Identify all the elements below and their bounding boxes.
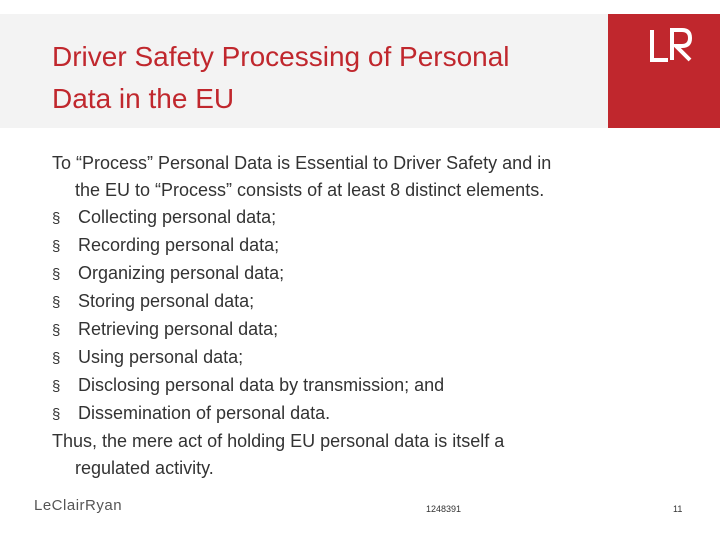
- bullet-text: Using personal data;: [78, 347, 244, 367]
- section-bullet-icon: §: [52, 266, 61, 283]
- intro-line-1: To “Process” Personal Data is Essential to Driver Safety and in: [52, 153, 552, 173]
- intro-line-2: the EU to “Process” consists of at least 8 distinct elements.: [75, 180, 545, 200]
- bullet-text: Organizing personal data;: [78, 263, 285, 283]
- document-id: 1248391: [426, 504, 462, 514]
- bullet-item: [52, 204, 662, 232]
- slide-title-line-1: Driver Safety Processing of Personal: [52, 41, 510, 72]
- bullet-text: Storing personal data;: [78, 291, 255, 311]
- section-bullet-icon: §: [52, 294, 61, 311]
- bullet-text: Retrieving personal data;: [78, 319, 279, 339]
- section-bullet-icon: §: [52, 322, 61, 339]
- section-bullet-icon: §: [52, 350, 61, 367]
- section-bullet-icon: §: [52, 378, 61, 395]
- lr-monogram-logo: [646, 26, 694, 66]
- slide-title: [52, 36, 612, 120]
- bullet-item: [52, 400, 662, 428]
- slide-body: [52, 150, 662, 482]
- bullet-item: [52, 232, 662, 260]
- footer-logo-text: LeClairRyan: [34, 497, 123, 514]
- section-bullet-icon: §: [52, 406, 61, 423]
- bullet-text: Disclosing personal data by transmission; and: [78, 375, 445, 395]
- page-number: 11: [673, 504, 683, 514]
- conclusion-line-1: Thus, the mere act of holding EU personal data is itself a: [52, 431, 505, 451]
- slide-title-line-2: Data in the EU: [52, 83, 235, 114]
- bullet-item: [52, 288, 662, 316]
- bullet-text: Collecting personal data;: [78, 207, 277, 227]
- section-bullet-icon: §: [52, 210, 61, 227]
- bullet-item: [52, 344, 662, 372]
- bullet-text: Dissemination of personal data.: [78, 403, 331, 423]
- bullet-item: [52, 316, 662, 344]
- bullet-text: Recording personal data;: [78, 235, 280, 255]
- leclairryan-wordmark-logo: [34, 493, 166, 517]
- conclusion-line-2: regulated activity.: [75, 458, 214, 478]
- section-bullet-icon: §: [52, 238, 61, 255]
- bullet-item: [52, 260, 662, 288]
- bullet-item: [52, 372, 662, 400]
